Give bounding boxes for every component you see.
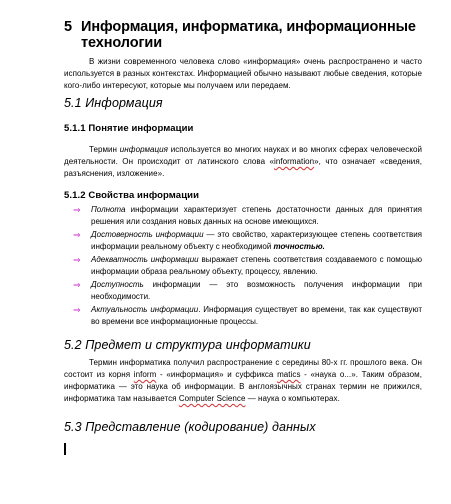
term: Актуальность информации (91, 305, 199, 314)
double-arrow-icon: ⇒ (73, 255, 81, 265)
section-heading-5-1: 5.1 Информация (64, 96, 163, 110)
text: - «наука о...». Таким образом, информатика — это наука об информации. В англоязычных странах термин не прижился, информатика там называется (64, 370, 422, 403)
subsection-heading-5-1-1: 5.1.1 Понятие информации (64, 123, 194, 134)
english-term: Computer Science (178, 394, 246, 403)
chapter-title-line2: технологии (81, 35, 163, 51)
text: », что означает «сведения, разъяснения, изложение». (64, 157, 422, 178)
intro-paragraph: В жизни современного человека слово «информация» очень распространено и часто используется в разных контекстах. Информацией обычно называют любые сведения, которые кого-либо интересуют, которые мы получаем или передаем. (64, 57, 422, 90)
double-arrow-icon: ⇒ (73, 305, 81, 315)
term-information: информация (119, 145, 168, 154)
text: выражает степень соответствия создаваемого с помощью информации образа реальному объекту, процессу, явлению. (91, 255, 423, 276)
latin-suffix: matics (277, 370, 301, 379)
bold-word: точностью. (273, 242, 325, 251)
double-arrow-icon: ⇒ (73, 230, 81, 240)
paragraph-informatics (64, 357, 422, 405)
text: информации — это возможность получения информации при необходимости. (91, 280, 422, 301)
text: - «информация» и суффикса (156, 370, 278, 379)
text: — это свойство, характеризующее степень соответствия информации реальному объекту с необходимой (91, 230, 422, 251)
list-item (64, 279, 422, 303)
latin-word: information (274, 157, 315, 166)
double-arrow-icon: ⇒ (73, 205, 81, 215)
term: Адекватность информации (91, 255, 199, 264)
text: информации характеризует степень достаточности данных для принятия решения или создания новых данных на основе имеющихся. (91, 205, 422, 226)
text: — наука о компьютерах. (245, 394, 340, 403)
text: используется во многих науках и во многих сферах человеческой деятельности. Он происходит от латинского слова « (64, 145, 423, 166)
text: Термин информатика получил распространение с середины 80-х гг. прошлого века. Он состоит из корня (64, 358, 422, 379)
list-item (64, 304, 422, 328)
text: Термин (89, 145, 120, 154)
list-item (64, 204, 422, 228)
list-item (64, 254, 422, 278)
text-cursor[interactable] (64, 443, 66, 455)
section-heading-5-2: 5.2 Предмет и структура информатики (64, 338, 311, 352)
latin-root: inform (133, 370, 157, 379)
chapter-title-line1: Информация, информатика, информационные (81, 19, 416, 35)
chapter-heading (64, 19, 424, 51)
properties-list (64, 204, 422, 329)
double-arrow-icon: ⇒ (73, 280, 81, 290)
term: Полнота (91, 205, 126, 214)
text: . Информация существует во времени, так как существуют во времени все информационные процессы. (91, 305, 422, 326)
term: Доступность (91, 280, 144, 289)
list-item (64, 229, 422, 253)
section-heading-5-3: 5.3 Представление (кодирование) данных (64, 420, 316, 434)
subsection-heading-5-1-2: 5.1.2 Свойства информации (64, 190, 200, 201)
term: Достоверность информации (91, 230, 204, 239)
paragraph-information-concept (64, 144, 422, 180)
chapter-number: 5 (64, 19, 72, 35)
